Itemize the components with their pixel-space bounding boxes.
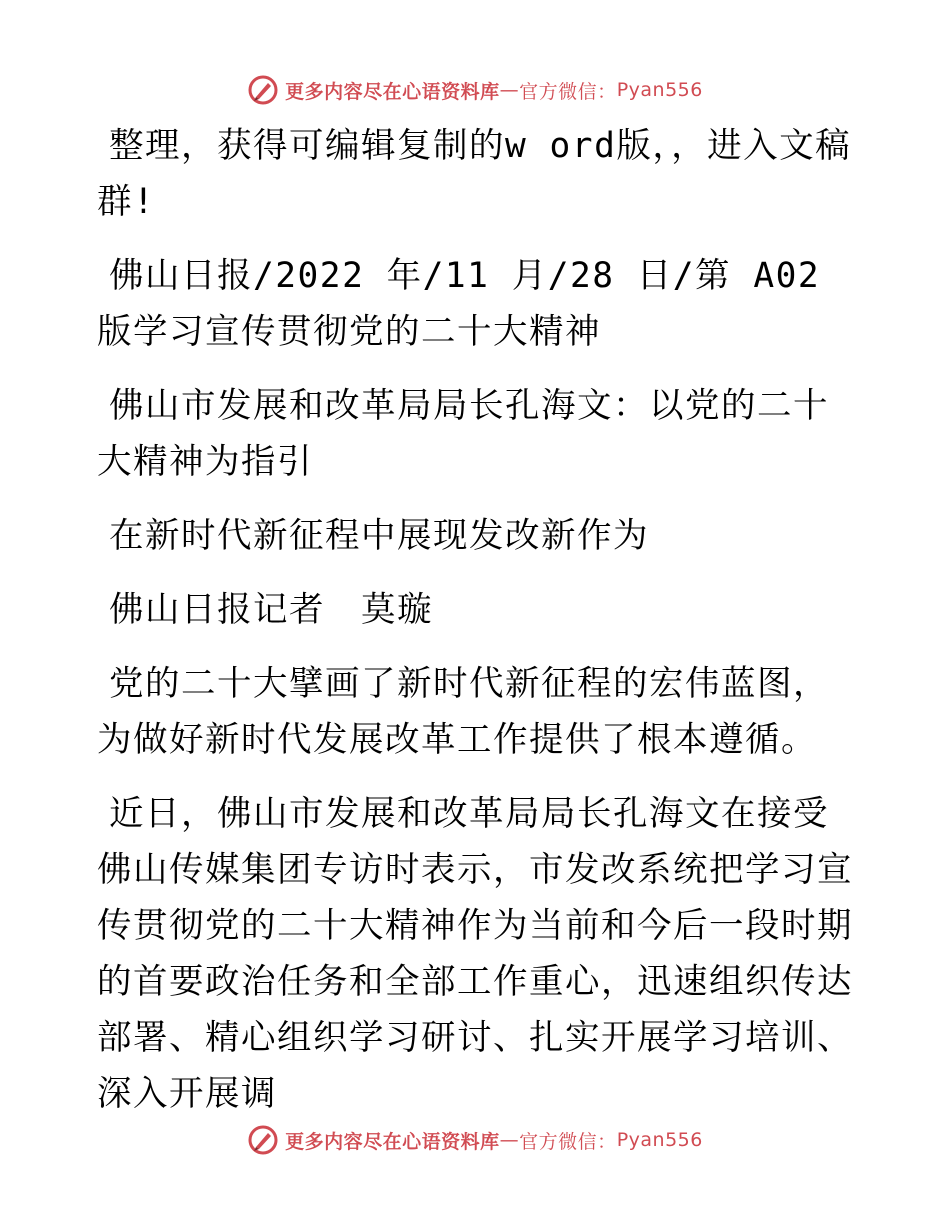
pen-logo-icon (247, 1124, 279, 1156)
pen-logo-icon (247, 74, 279, 106)
watermark-suffix: 官方微信： (519, 80, 617, 103)
footer-watermark (0, 1122, 950, 1158)
paragraph: 在新时代新征程中展现发改新作为 (109, 516, 649, 556)
watermark-dash: — (499, 1129, 520, 1151)
paragraph: 佛山日报记者 莫璇 (109, 590, 433, 630)
document-body (97, 118, 857, 1140)
watermark-id: Pyan556 (616, 1129, 703, 1151)
watermark-suffix: 官方微信： (519, 1130, 617, 1153)
header-watermark (0, 72, 950, 108)
paragraph: 近日，佛山市发展和改革局局长孔海文在接受佛山传媒集团专访时表示，市发改系统把学习宣传贯彻党的二十大精神作为当前和今后一段时期的首要政治任务和全部工作重心，迅速组织传达部署、精心组织学习研讨、扎实开展学习培训、深入开展调 (97, 794, 853, 1114)
paragraph: 佛山日报/2022 年/11 月/28 日/第 A02 版学习宣传贯彻党的二十大精神 (97, 256, 821, 352)
watermark-dash: — (499, 79, 520, 101)
paragraph: 党的二十大擘画了新时代新征程的宏伟蓝图，为做好新时代发展改革工作提供了根本遵循。 (97, 664, 829, 760)
watermark-brand: 更多内容尽在心语资料库 (285, 1130, 500, 1153)
watermark-id: Pyan556 (616, 79, 703, 101)
paragraph: 佛山市发展和改革局局长孔海文：以党的二十大精神为指引 (97, 386, 829, 482)
paragraph: 整理，获得可编辑复制的w ord版，，进入文稿群! (97, 126, 852, 222)
watermark-brand: 更多内容尽在心语资料库 (285, 80, 500, 103)
